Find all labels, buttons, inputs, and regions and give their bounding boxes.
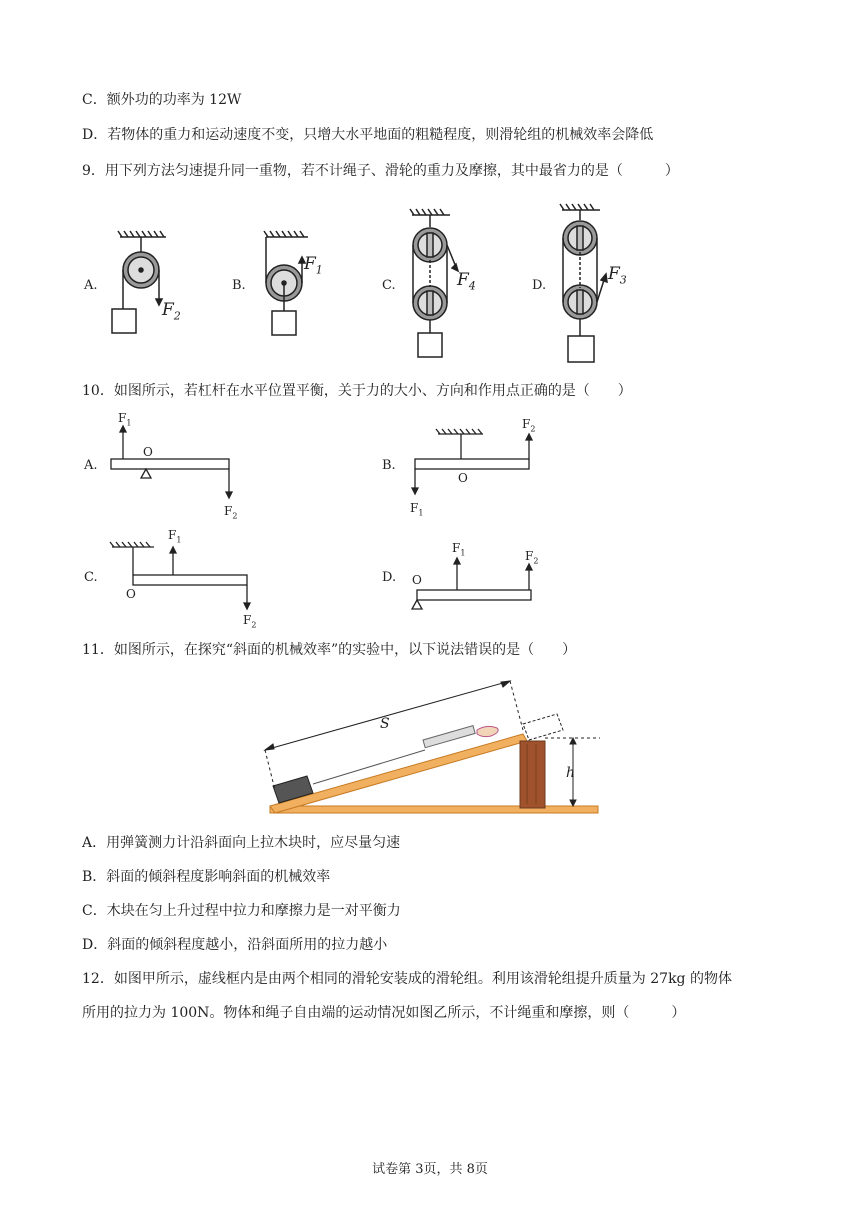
q11-h-label: h — [566, 765, 576, 781]
q11-option-c: C．木块在匀上升过程中拉力和摩擦力是一对平衡力 — [82, 903, 401, 919]
q10-a-f1: $F_1$ — [118, 411, 132, 428]
q8-option-c: C．额外功的功率为 12W — [82, 92, 242, 108]
question-12-line1: 12．如图甲所示，虚线框内是由两个相同的滑轮安装成的滑轮组。利用该滑轮组提升质量为 27kg 的物体 — [82, 971, 732, 987]
q9-option-a-label: A. — [84, 278, 98, 293]
q10-figure-d — [405, 532, 555, 622]
q11-s-label: S — [380, 716, 390, 732]
q9-d-force: $F_3$ — [608, 264, 627, 287]
q9-b-force: $F_1$ — [304, 254, 323, 277]
q11-option-b: B．斜面的倾斜程度影响斜面的机械效率 — [82, 869, 331, 885]
question-12-line2: 所用的拉力为 100N。物体和绳子自由端的运动情况如图乙所示，不计绳重和摩擦，则（ ） — [82, 1005, 686, 1021]
q10-b-f1: $F_1$ — [410, 501, 424, 518]
q10-c-f1: $F_1$ — [168, 528, 182, 545]
q9-option-d-label: D. — [532, 278, 547, 293]
q10-c-pivot: O — [126, 587, 136, 601]
q11-incline-figure — [255, 668, 615, 820]
q9-a-force: $F_2$ — [162, 300, 181, 323]
question-11: 11．如图所示，在探究“斜面的机械效率”的实验中，以下说法错误的是（ ） — [82, 642, 577, 658]
q8-option-d: D．若物体的重力和运动速度不变，只增大水平地面的粗糙程度，则滑轮组的机械效率会降低 — [82, 127, 654, 143]
q9-c-force: $F_4$ — [457, 270, 476, 293]
q9-option-c-label: C. — [382, 278, 396, 293]
q11-option-d: D．斜面的倾斜程度越小，沿斜面所用的拉力越小 — [82, 937, 388, 953]
q9-figure-c — [402, 205, 492, 365]
q10-option-d-label: D. — [382, 570, 397, 585]
q10-d-f2: $F_2$ — [525, 549, 539, 566]
q10-figure-c — [108, 525, 258, 630]
q10-option-a-label: A. — [84, 458, 98, 473]
q10-d-pivot: O — [412, 573, 422, 587]
q9-option-b-label: B. — [232, 278, 246, 293]
question-10: 10．如图所示，若杠杆在水平位置平衡，关于力的大小、方向和作用点正确的是（ ） — [82, 383, 632, 399]
q10-a-f2: $F_2$ — [224, 504, 238, 521]
q10-option-c-label: C. — [84, 570, 98, 585]
q11-option-a: A．用弹簧测力计沿斜面向上拉木块时，应尽量匀速 — [82, 835, 401, 851]
q9-figure-b — [252, 225, 342, 340]
question-9: 9．用下列方法匀速提升同一重物，若不计绳子、滑轮的重力及摩擦，其中最省力的是（ ） — [82, 163, 679, 179]
q10-b-f2: $F_2$ — [522, 417, 536, 434]
page-footer: 试卷第 3页，共 8页 — [372, 1162, 488, 1177]
q10-d-f1: $F_1$ — [452, 541, 466, 558]
q10-c-f2: $F_2$ — [243, 613, 257, 630]
q10-b-pivot: O — [458, 471, 468, 485]
q9-figure-d — [552, 200, 642, 365]
q10-option-b-label: B. — [382, 458, 396, 473]
q10-a-pivot: O — [143, 445, 153, 459]
